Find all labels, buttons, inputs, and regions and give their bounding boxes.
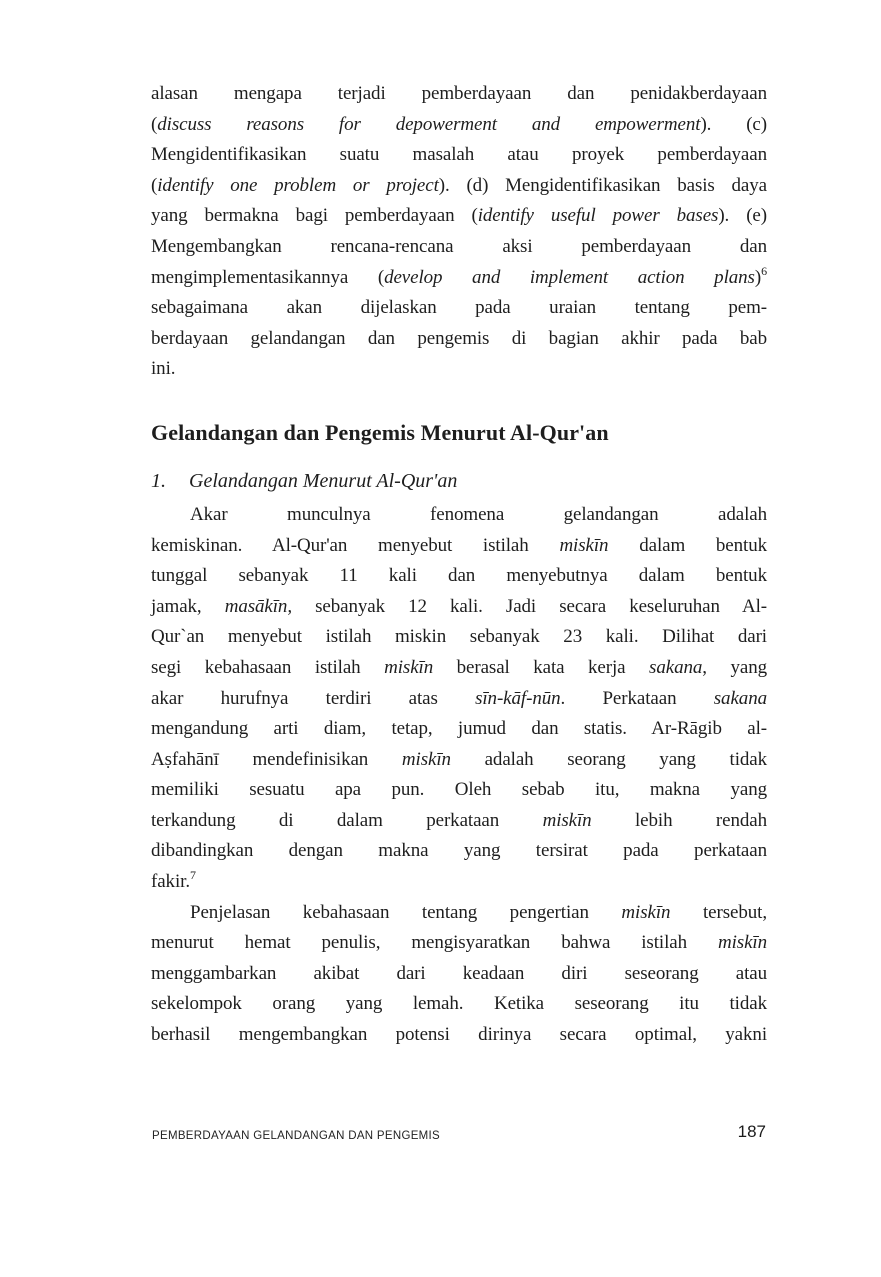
- text-segment: lebih rendah: [591, 809, 768, 831]
- text-segment: tersebut,: [670, 901, 767, 923]
- text-segment: mengimplementasikannya (: [151, 266, 385, 288]
- text-segment: Mengembangkan rencana-rencana aksi pemberdayaan dan: [151, 235, 767, 257]
- text-line: [151, 263, 767, 294]
- paragraph-penjelasan: [151, 898, 767, 1051]
- text-segment: berasal kata kerja: [433, 656, 650, 678]
- text-line: [151, 140, 767, 171]
- text-segment: menggambarkan akibat dari keadaan diri seseorang atau: [151, 962, 767, 984]
- text-segment: discuss reasons for depowerment and empowerment: [157, 113, 701, 135]
- text-segment: identify one problem or project: [157, 174, 439, 196]
- text-line: [151, 500, 767, 531]
- text-segment: sebagaimana akan dijelaskan pada uraian tentang pem-: [151, 297, 767, 319]
- text-line: [151, 775, 767, 806]
- text-line: [151, 561, 767, 592]
- text-segment: berhasil mengembangkan potensi dirinya secara optimal, yakni: [151, 1024, 767, 1046]
- text-line: [151, 110, 767, 141]
- text-line: [151, 531, 767, 562]
- subsection-heading: [151, 466, 767, 497]
- text-line: [151, 171, 767, 202]
- text-segment: Qur`an menyebut istilah miskin sebanyak 23 kali. Dilihat dari: [151, 626, 767, 648]
- text-segment: dibandingkan dengan makna yang tersirat pada perkataan: [151, 840, 767, 862]
- text-segment: miskīn: [717, 932, 767, 954]
- text-line: [151, 201, 767, 232]
- text-segment: develop and implement action plans: [384, 266, 755, 288]
- text-line: [151, 836, 767, 867]
- subsection-title: Gelandangan Menurut Al-Qur'an: [189, 469, 458, 492]
- text-segment: menurut hemat penulis, mengisyaratkan bahwa istilah: [151, 932, 718, 954]
- text-segment: kemiskinan. Al-Qur'an menyebut istilah: [151, 534, 560, 556]
- text-segment: memiliki sesuatu apa pun. Oleh sebab itu, makna yang: [151, 779, 767, 801]
- text-line: [151, 959, 767, 990]
- text-segment: Penjelasan kebahasaan tentang pengertian: [190, 901, 622, 923]
- text-line: [151, 79, 767, 110]
- text-segment: miskīn: [384, 656, 434, 678]
- text-line: [151, 232, 767, 263]
- text-segment: 7: [189, 868, 196, 883]
- text-segment: dalam bentuk: [608, 534, 768, 556]
- text-line: [151, 622, 767, 653]
- text-segment: fakir.: [151, 871, 190, 893]
- text-segment: sakana: [713, 687, 767, 709]
- text-segment: (: [151, 174, 158, 196]
- text-segment: alasan mengapa terjadi pemberdayaan dan penidakberdayaan: [151, 83, 767, 104]
- text-segment: ). (d) Mengidentifikasikan basis daya: [438, 174, 767, 196]
- text-segment: miskīn: [559, 534, 609, 556]
- text-line: [151, 354, 767, 385]
- text-line: [151, 745, 767, 776]
- running-title: PEMBERDAYAAN GELANDANGAN DAN PENGEMIS: [152, 1130, 441, 1142]
- text-segment: adalah seorang yang tidak: [450, 748, 768, 770]
- subsection-number: 1.: [151, 469, 166, 492]
- text-segment: mengandung arti diam, tetap, jumud dan statis. Ar-Rāgib al-: [151, 718, 767, 740]
- text-segment: tunggal sebanyak 11 kali dan menyebutnya dalam bentuk: [151, 565, 767, 587]
- section-heading: Gelandangan dan Pengemis Menurut Al-Qur'an: [151, 419, 609, 445]
- text-segment: Aṣfahānī mendefinisikan: [151, 748, 402, 770]
- text-segment: miskīn: [401, 748, 451, 770]
- text-line: [151, 653, 767, 684]
- text-segment: ). (e): [718, 205, 767, 227]
- text-segment: identify useful power bases: [477, 205, 719, 227]
- text-line: [151, 806, 767, 837]
- text-segment: segi kebahasaan istilah: [151, 656, 385, 678]
- text-line: [151, 898, 767, 929]
- text-line: [151, 1020, 767, 1051]
- text-segment: Mengidentifikasikan suatu masalah atau proyek pemberdayaan: [151, 144, 767, 166]
- text-segment: , yang: [702, 656, 767, 678]
- text-segment: sakana: [649, 656, 703, 678]
- text-segment: ini.: [151, 358, 176, 380]
- text-line: [151, 714, 767, 745]
- text-segment: (: [151, 113, 158, 135]
- text-segment: akar hurufnya terdiri atas: [151, 687, 476, 709]
- text-segment: sīn-kāf-nūn: [475, 687, 561, 709]
- text-segment: yang bermakna bagi pemberdayaan (: [151, 205, 478, 227]
- paragraph-akar: [151, 500, 767, 898]
- text-block: [151, 79, 767, 1051]
- text-segment: berdayaan gelandangan dan pengemis di bagian akhir pada bab: [151, 327, 767, 349]
- text-segment: . Perkataan: [560, 687, 714, 709]
- text-segment: masākīn,: [224, 595, 292, 617]
- page-number: 187: [737, 1122, 766, 1141]
- text-segment: ). (c): [700, 113, 767, 135]
- text-line: [151, 989, 767, 1020]
- text-line: [151, 324, 767, 355]
- text-segment: ): [754, 266, 762, 288]
- text-line: [151, 684, 767, 715]
- text-segment: 6: [761, 263, 767, 278]
- text-segment: miskīn: [542, 809, 592, 831]
- text-segment: terkandung di dalam perkataan: [151, 809, 543, 831]
- text-line: [151, 293, 767, 324]
- text-segment: jamak,: [151, 595, 225, 617]
- page-footer: [152, 1122, 766, 1142]
- paragraph-intro-continuation: [151, 79, 767, 385]
- text-segment: sebanyak 12 kali. Jadi secara keseluruhan Al-: [291, 595, 767, 617]
- text-line: [151, 592, 767, 623]
- text-line: [151, 928, 767, 959]
- text-segment: miskīn: [621, 901, 671, 923]
- text-segment: Akar munculnya fenomena gelandangan adalah: [190, 503, 767, 525]
- text-line: [151, 867, 767, 898]
- text-segment: sekelompok orang yang lemah. Ketika seseorang itu tidak: [151, 993, 767, 1015]
